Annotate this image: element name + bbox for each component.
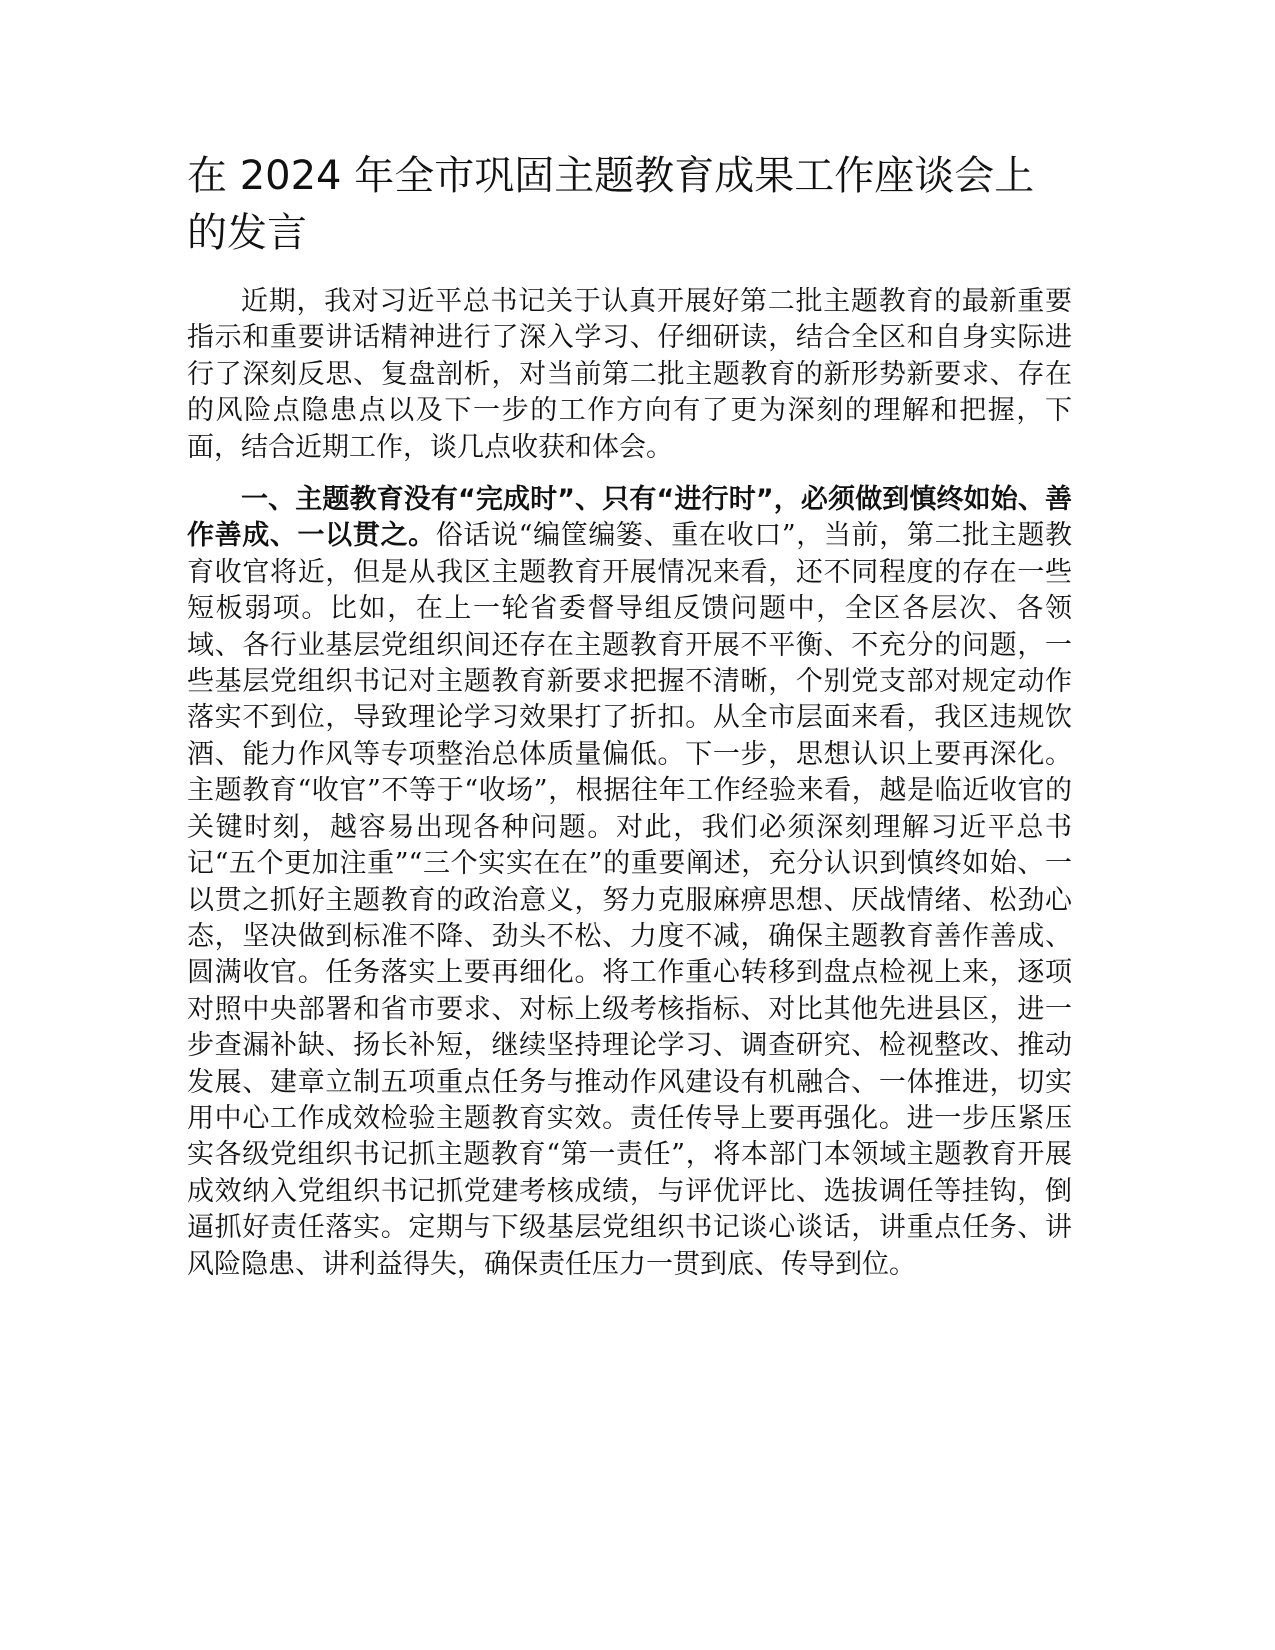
intro-paragraph	[187, 284, 1072, 466]
paragraph-text: 俗话说“编筐编篓、重在收口”，当前，第二批主题教育收官将近，但是从我区主题教育开展情况来看，还不同程度的存在一些短板弱项。比如，在上一轮省委督导组反馈问题中，全区各层次、各领域、各行业基层党组织间还存在主题教育开展不平衡、不充分的问题，一些基层党组织书记对主题教育新要求把握不清晰，个别党支部对规定动作落实不到位，导致理论学习效果打了折扣。从全市层面来看，我区违规饮酒、能力作风等专项整治总体质量偏低。下一步，思想认识上要再深化。主题教育“收官”不等于“收场”，根据往年工作经验来看，越是临近收官的关键时刻，越容易出现各种问题。对此，我们必须深刻理解习近平总书记“五个更加注重”“三个实实在在”的重要阐述，充分认识到慎终如始、一以贯之抓好主题教育的政治意义，努力克服麻痹思想、厌战情绪、松劲心态，坚决做到标准不降、劲头不松、力度不减，确保主题教育善作善成、圆满收官。任务落实上要再细化。将工作重心转移到盘点检视上来，逐项对照中央部署和省市要求、对标上级考核指标、对比其他先进县区，进一步查漏补缺、扬长补短，继续坚持理论学习、调查研究、检视整改、推动发展、建章立制五项重点任务与推动作风建设有机融合、一体推进，切实用中心工作成效检验主题教育实效。责任传导上要再强化。进一步压紧压实各级党组织书记抓主题教育“第一责任”，将本部门本领域主题教育开展成效纳入党组织书记抓党建考核成绩，与评优评比、选拔调任等挂钩，倒逼抓好责任落实。定期与下级基层党组织书记谈心谈话，讲重点任务、讲风险隐患、讲利益得失，确保责任压力一贯到底、传导到位。	[187, 520, 1073, 1280]
section-one-heading: 一、主题教育没有“完成时”、只有“进行时”，必须做到慎终如始、善作善成、一以贯之。	[187, 484, 1072, 552]
document-body	[187, 148, 1072, 1283]
section-one-paragraph	[187, 482, 1072, 1283]
paragraph-text: 近期，我对习近平总书记关于认真开展好第二批主题教育的最新重要指示和重要讲话精神进行了深入学习、仔细研读，结合全区和自身实际进行了深刻反思、复盘剖析，对当前第二批主题教育的新形势新要求、存在的风险点隐患点以及下一步的工作方向有了更为深刻的理解和把握，下面，结合近期工作，谈几点收获和体会。	[187, 286, 1072, 463]
document-title: 在 2024 年全市巩固主题教育成果工作座谈会上的发言	[187, 153, 1035, 256]
